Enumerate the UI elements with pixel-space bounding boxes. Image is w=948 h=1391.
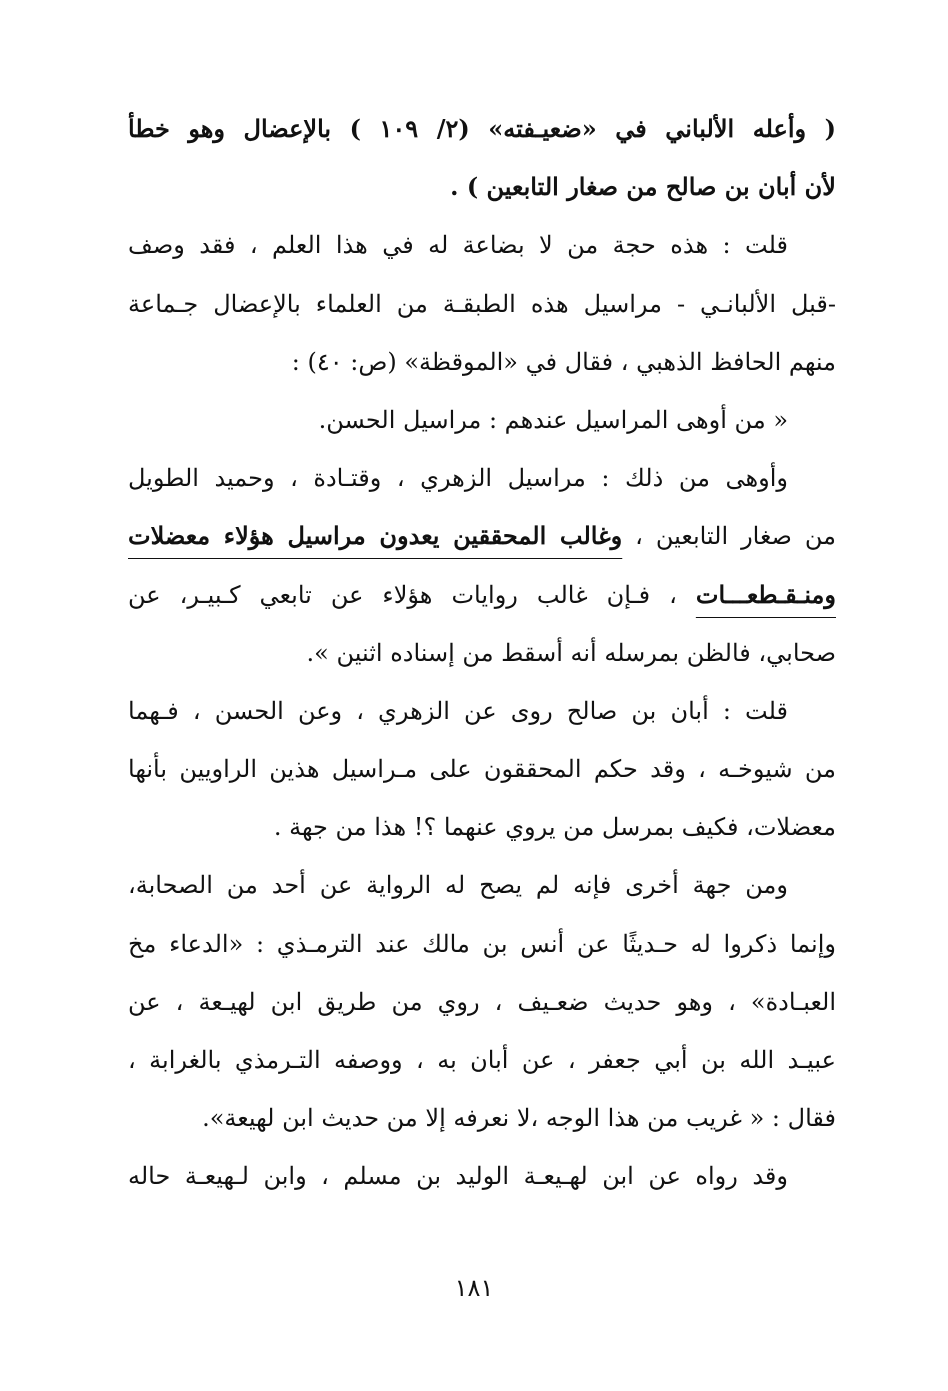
underlined-phrase-2: ومنـقـطعـــات (695, 579, 836, 609)
underlined-phrase-1: وغالب المحققين يعدون مراسيل هؤلاء معضلات (128, 521, 623, 551)
body-text (128, 100, 836, 1206)
text-line-8 (128, 507, 836, 565)
text-line-7: وأوهى من ذلك : مراسيل الزهري ، وقتـادة ، وحميد الطويل (128, 464, 788, 493)
text-line-17: عبيـد الله بن أبي جعفر ، عن أبان به ، ووصفه التـرمذي بالغرابة ، (128, 1046, 836, 1074)
text-line-2: لأن أبان بن صالح من صغار التابعين ) . (450, 172, 836, 202)
text-line-9-plain: ، فـإن غالب روايات هؤلاء عن تابعي كـبيـر، عن (128, 580, 696, 609)
page-number: ١٨١ (454, 1274, 494, 1302)
text-line-14: ومن جهة أخرى فإنه لم يصح له الرواية عن أحد من الصحابة، (128, 871, 788, 900)
text-line-19: وقد رواه عن ابن لهـيعـة الوليد بن مسلم ، وابن لـهيعـة حاله (128, 1162, 788, 1191)
text-line-10: صحابي، فالظن بمرسله أنه أسقط من إسناده اثنين ». (306, 638, 836, 667)
text-line-3: قلت : هذه حجة من لا بضاعة له في هذا العلم ، فقد وصف (128, 231, 788, 260)
text-line-8-plain: من صغار التابعين ، (622, 522, 836, 551)
text-line-9 (128, 566, 836, 624)
text-line-4: -قبل الألبانـي - مراسيل هذه الطبقـة من العلماء بالإعضال جـماعة (128, 289, 836, 318)
text-line-5: منهم الحافظ الذهبي ، فقال في «الموقظة» (ص: ٤٠) : (291, 347, 836, 376)
text-line-16: العبـادة» ، وهو حديث ضعـيف ، روي من طريق ابن لهيـعة ، عن (128, 987, 836, 1016)
text-line-13: معضلات، فكيف بمرسل من يروي عنهما ؟! هذا من جهة . (273, 813, 836, 842)
text-line-6: « من أوهى المراسيل عندهم : مراسيل الحسن. (318, 405, 788, 434)
text-line-15: وإنما ذكروا له حـديثًا عن أنس بن مالك عند الترمـذي : «الدعاء مخ (128, 929, 836, 958)
text-line-12: من شيوخـه ، وقد حكم المحققون على مـراسيل هذين الراويين بأنها (128, 755, 836, 784)
text-line-18: فقال : « غريب من هذا الوجه ،لا نعرفه إلا من حديث ابن لهيعة». (202, 1104, 836, 1133)
text-line-11: قلت : أبان بن صالح روى عن الزهري ، وعن الحسن ، فـهما (128, 696, 788, 725)
text-line-1: ( وأعله الألباني في «ضعيـفته» (٢/ ١٠٩ ) بالإعضال وهو خطأ (128, 114, 836, 143)
